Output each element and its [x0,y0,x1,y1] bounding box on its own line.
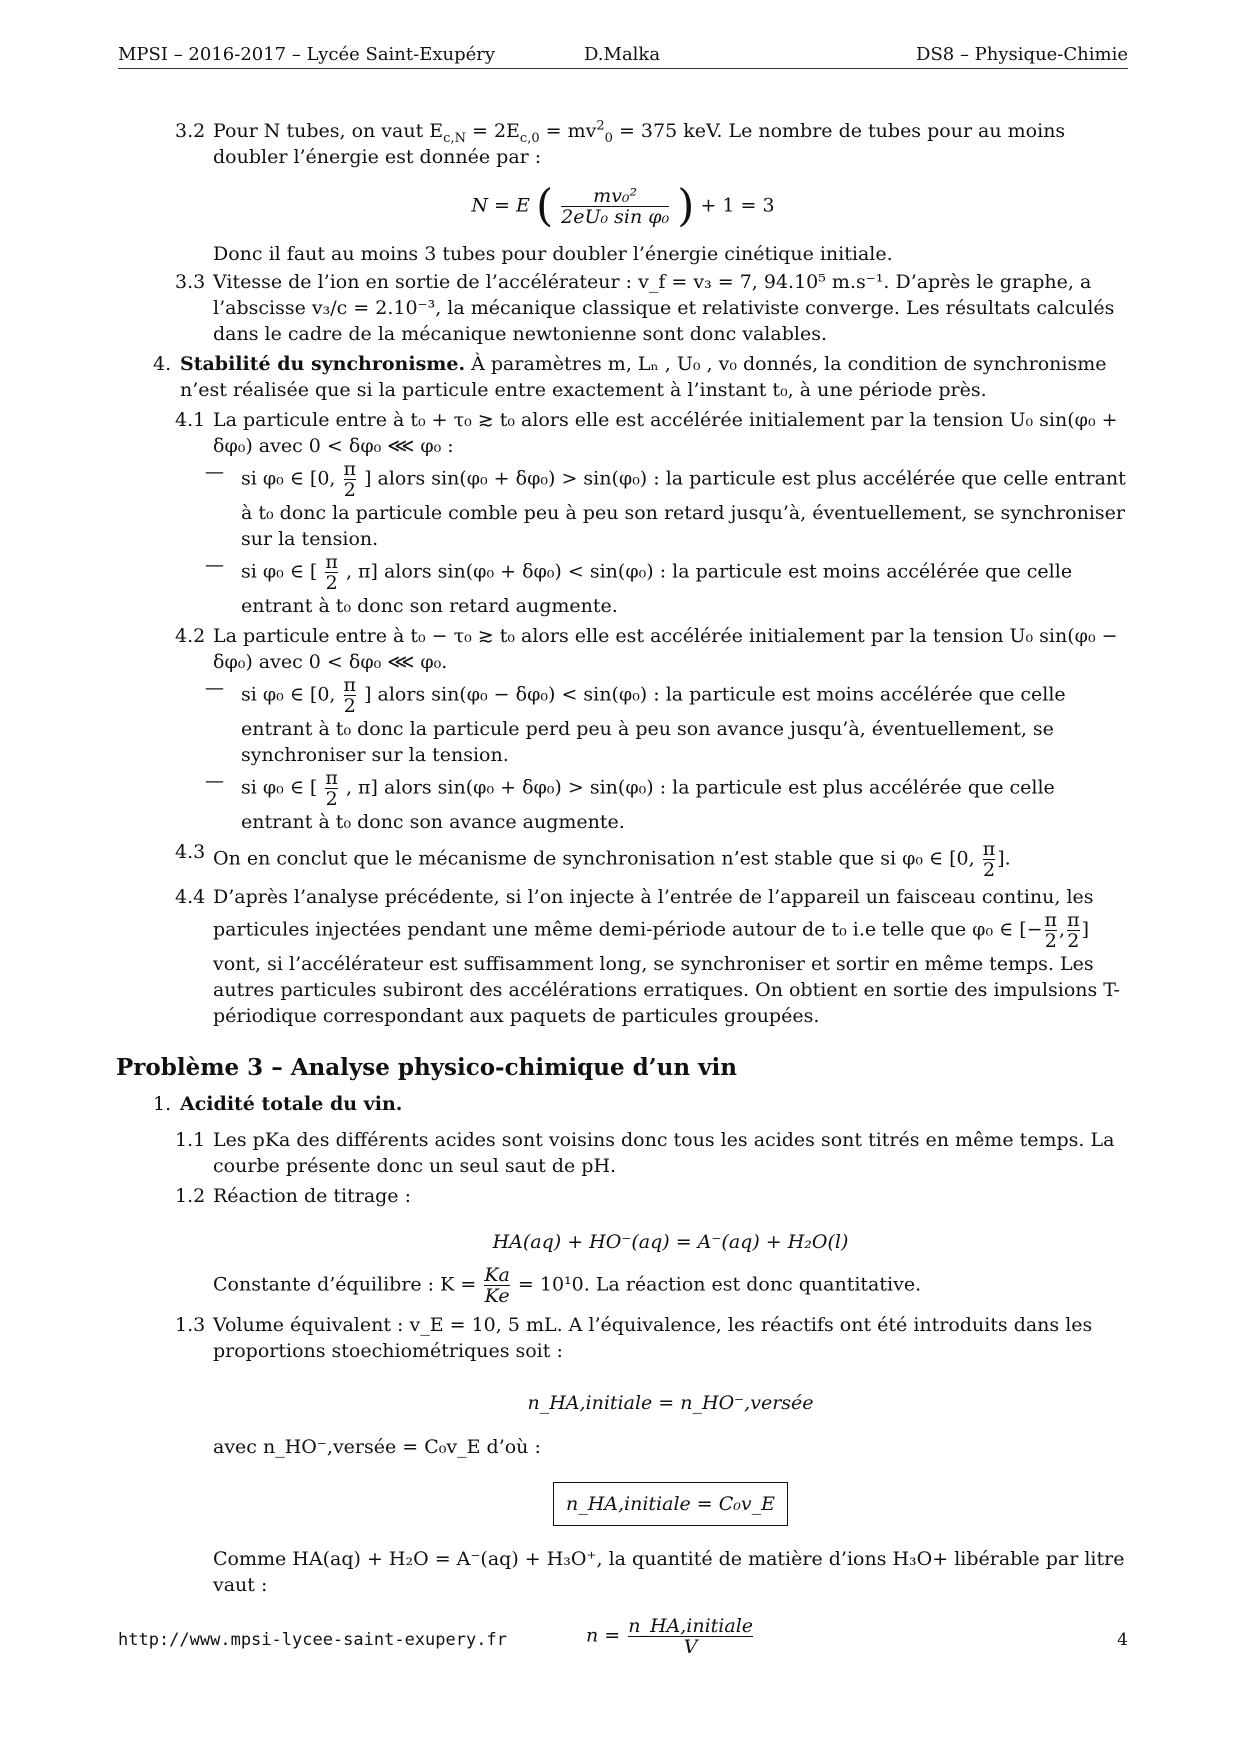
section-number: 1.2 [175,1185,206,1207]
section-number: 1. [153,1093,172,1115]
section-number: 4. [153,353,172,375]
section-number: 1.3 [175,1314,206,1336]
section-4-1: 4.1 La particule entre à t₀ + τ₀ ≳ t₀ alors elle est accélérée initialement par la tension U₀ sin(φ₀ + δφ₀) avec 0 < δφ₀ ⋘ φ₀ : — si φ₀ ∈ [0, $\frac{\pi}{2}$ ] alors sin(φ₀ + δφ₀) > sin(φ₀) : la particule est plus accélérée que celle entrant à t₀ donc la particule comble peu à peu son retard jusqu’à, éventuellement, se synchroniser sur la tension. — si φ₀ ∈ [ $\frac{\pi}{2}$ , π] alors sin(φ₀ + δφ₀) < sin(φ₀) : la particule est moins accélérée que celle entrant à t₀ donc son retard augmente. [118,407,1128,619]
section-4-2: 4.2 La particule entre à t₀ − τ₀ ≳ t₀ alors elle est accélérée initialement par la tension U₀ sin(φ₀ − δφ₀) avec 0 < δφ₀ ⋘ φ₀. — si φ₀ ∈ [0, $\frac{\pi}{2}$ ] alors sin(φ₀ − δφ₀) < sin(φ₀) : la particule est moins accélérée que celle entrant à t₀ donc la particule perd peu à peu son avance jusqu’à, éventuellement, se synchroniser sur la tension. — si φ₀ ∈ [ $\frac{\pi}{2}$ , π] alors sin(φ₀ + δφ₀) > sin(φ₀) : la particule est plus accélérée que celle entrant à t₀ donc son avance augmente. [118,623,1128,835]
section-1-2: 1.2 Réaction de titrage : [175,1185,411,1207]
n-formula: n = $\frac{\text{n\_HA,initiale}}{V}$ [585,1615,754,1658]
section-1-3: 1.3 Volume équivalent : v_E = 10, 5 mL. A l’équivalence, les réactifs ont été introduits dans les proportions stoechiométriques soit : [175,1314,1093,1362]
s32-formula: N = E ( $\frac{\text{mv₀²}}{\text{2eU₀ sin φ₀}}$ ) + 1 = 3 [471,180,775,232]
part-1: 1. Acidité totale du vin. [153,1093,403,1115]
page-number: 4 [1117,1630,1128,1650]
section-4-4: 4.4 D’après l’analyse précédente, si l’on injecte à l’entrée de l’appareil un faisceau continu, les particules injectées pendant une même demi-période autour de t₀ i.e telle que φ₀ ∈ [− $\frac{\pi}{2}$ , $\frac{\pi}{2}$ ] vont, si l’accélérateur est suffisamment long, se synchroniser et sortir en même temps. Les autres particules subiront des accélérations erratiques. On obtient en sortie des impulsions T-périodique correspondant aux paquets de particules groupées. [175,886,1120,1027]
equilibrium-constant: Constante d’équilibre : K = $\frac{Ka}{Ke}$ = 10¹0. La réaction est donc quantitative. [213,1264,922,1307]
bullet: — si φ₀ ∈ [0, $\frac{\pi}{2}$ ] alors sin(φ₀ − δφ₀) < sin(φ₀) : la particule est moins accélérée que celle entrant à t₀ donc la particule perd peu à peu son avance jusqu’à, éventuellement, se synchroniser sur la tension. [205,674,1066,766]
header-center: D.Malka [584,44,661,65]
comme-paragraph: Comme HA(aq) + H₂O = A⁻(aq) + H₃O⁺, la quantité de matière d’ions H₃O+ libérable par litre vaut : [213,1548,1125,1596]
page [118,0,1128,1754]
section-number: 1.1 [175,1129,206,1151]
bullet: — si φ₀ ∈ [ $\frac{\pi}{2}$ , π] alors sin(φ₀ + δφ₀) < sin(φ₀) : la particule est moins accélérée que celle entrant à t₀ donc son retard augmente. [205,551,1073,617]
equivalence-equation: n_HA,initiale = n_HO⁻,versée [527,1392,814,1414]
section-1-1: 1.1 Les pKa des différents acides sont voisins donc tous les acides sont titrés en même temps. La courbe présente donc un seul saut de pH. [175,1129,1115,1177]
s32-text: Pour N tubes, on vaut $E_{c,N} = 2E_{c,0} = mv^2_0 = 375$ keV. Le nombre de tubes pour au moins doubler l’énergie est donnée par : [213,118,1066,168]
section-3-3: 3.3 Vitesse de l’ion en sortie de l’accélérateur : v_f = v₃ = 7, 94.10⁵ m.s⁻¹. D’après le graphe, a l’abscisse v₃/c = 2.10⁻³, la mécanique classique et relativiste converge. Les résultats calculés dans le cadre de la mécanique newtonienne sont donc valables. [175,271,1115,345]
s32-conclusion: Donc il faut au moins 3 tubes pour doubler l’énergie cinétique initiale. [213,243,893,265]
boxed-result: n_HA,initiale = C₀v_E [118,1482,1128,1526]
section-4-title: Stabilité du synchronisme. [180,353,466,375]
section-number: 3.2 [175,120,206,142]
header-right: DS8 – Physique-Chimie [916,44,1128,65]
header-left: MPSI – 2016-2017 – Lycée Saint-Exupéry [118,44,496,65]
bullet: — si φ₀ ∈ [0, $\frac{\pi}{2}$ ] alors sin(φ₀ + δφ₀) > sin(φ₀) : la particule est plus accélérée que celle entrant à t₀ donc la particule comble peu à peu son retard jusqu’à, éventuellement, se synchroniser sur la tension. [205,458,1126,550]
section-number: 4.3 [175,841,206,863]
section-4: 4. Stabilité du synchronisme. À paramètres m, Lₙ , U₀ , v₀ donnés, la condition de synchronisme n’est réalisée que si la particule entre exactement à l’instant t₀, à une période près. [153,353,1107,401]
section-4-3: 4.3 On en conclut que le mécanisme de synchronisation n’est stable que si φ₀ ∈ [0, $\frac{\pi}{2}$ ]. [175,838,1011,881]
titration-reaction: HA(aq) + HO⁻(aq) = A⁻(aq) + H₂O(l) [492,1231,849,1253]
s32-fraction: $\frac{\text{mv₀²}}{\text{2eU₀ sin φ₀}}$ [561,185,670,228]
section-number: 4.1 [175,409,206,431]
section-3-2 [118,118,1128,170]
section-number: 3.3 [175,271,206,293]
content [118,118,1128,1657]
problem-3-title: Problème 3 – Analyse physico-chimique d’un vin [116,1054,737,1081]
page-header [118,40,1128,69]
footer-url[interactable]: http://www.mpsi-lycee-saint-exupery.fr [118,1630,507,1650]
avec-line: avec n_HO⁻,versée = C₀v_E d’où : [213,1436,541,1458]
bullet: — si φ₀ ∈ [ $\frac{\pi}{2}$ , π] alors sin(φ₀ + δφ₀) > sin(φ₀) : la particule est plus accélérée que celle entrant à t₀ donc son avance augmente. [205,767,1055,833]
section-number: 4.2 [175,625,206,647]
section-number: 4.4 [175,886,206,908]
